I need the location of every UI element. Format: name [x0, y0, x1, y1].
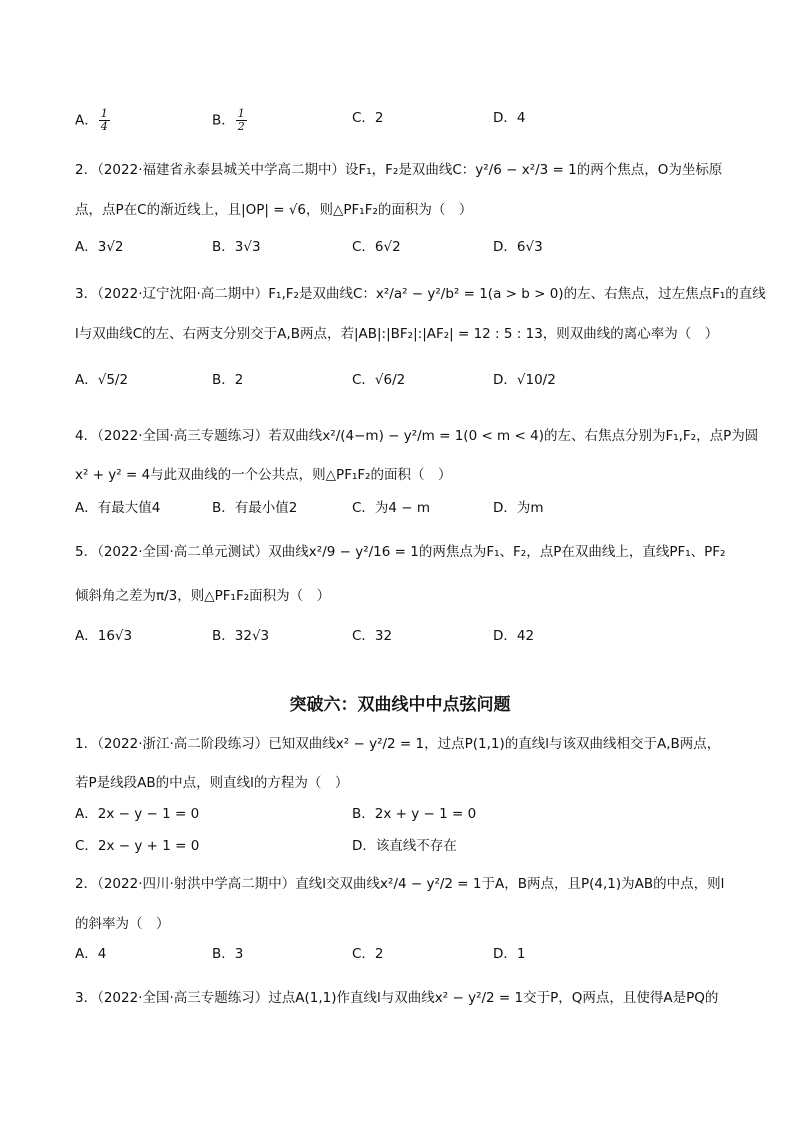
s1-option-c: C．2x − y + 1 = 0: [75, 838, 200, 854]
q2-option-d: D．6√3: [493, 239, 543, 255]
question-4-line-2: x² + y² = 4与此双曲线的一个公共点，则△PF₁F₂的面积（ ）: [75, 467, 452, 483]
question-2-line-2: 点，点P在C的渐近线上，且|OP| = √6，则△PF₁F₂的面积为（ ）: [75, 202, 473, 218]
q3-option-a: A．√5/2: [75, 372, 129, 388]
section-question-3-line-1: 3．（2022·全国·高三专题练习）过点A(1,1)作直线l与双曲线x² − y²/2 = 1交于P，Q两点，且使得A是PQ的: [75, 990, 719, 1006]
option-b: B． $\frac{1}{2}$: [212, 107, 245, 133]
section-question-2-line-1: 2．（2022·四川·射洪中学高二期中）直线l交双曲线x²/4 − y²/2 = 1于A，B两点，且P(4,1)为AB的中点，则l: [75, 876, 725, 892]
q3-option-c: C．√6/2: [352, 372, 406, 388]
q5-option-b: B．32√3: [212, 628, 270, 644]
section-question-1-line-1: 1．（2022·浙江·高二阶段练习）已知双曲线x² − y²/2 = 1，过点P(1,1)的直线l与该双曲线相交于A,B两点，: [75, 736, 721, 752]
option-c: C．2: [352, 110, 384, 126]
s2-option-d: D．1: [493, 946, 526, 962]
question-3-line-2: l与双曲线C的左、右两支分别交于A,B两点，若|AB|:|BF₂|:|AF₂| = 12 : 5 : 13，则双曲线的离心率为（ ）: [75, 326, 719, 342]
q5-option-d: D．42: [493, 628, 535, 644]
s1-option-b: B．2x + y − 1 = 0: [352, 806, 477, 822]
q5-option-c: C．32: [352, 628, 393, 644]
question-5-line-1: 5．（2022·全国·高二单元测试）双曲线x²/9 − y²/16 = 1的两焦点为F₁、F₂，点P在双曲线上，直线PF₁、PF₂: [75, 544, 726, 560]
q2-option-a: A．3√2: [75, 239, 124, 255]
s2-option-a: A．4: [75, 946, 107, 962]
section-question-1-line-2: 若P是线段AB的中点，则直线l的方程为（ ）: [75, 775, 349, 791]
option-a: A． $\frac{1}{4}$: [75, 107, 108, 133]
question-2-line-1: 2．（2022·福建省永泰县城关中学高二期中）设F₁，F₂是双曲线C：y²/6 − x²/3 = 1的两个焦点，O为坐标原: [75, 162, 723, 178]
q2-option-c: C．6√2: [352, 239, 401, 255]
s1-option-a: A．2x − y − 1 = 0: [75, 806, 200, 822]
q4-option-b: B．有最小值2: [212, 500, 298, 516]
q3-option-b: B．2: [212, 372, 244, 388]
q5-option-a: A．16√3: [75, 628, 133, 644]
section-title: 突破六：双曲线中中点弦问题: [289, 695, 511, 715]
question-3-line-1: 3．（2022·辽宁沈阳·高二期中）F₁,F₂是双曲线C：x²/a² − y²/b² = 1(a > b > 0)的左、右焦点，过左焦点F₁的直线: [75, 286, 766, 302]
option-d: D．4: [493, 110, 526, 126]
question-5-line-2: 倾斜角之差为π/3，则△PF₁F₂面积为（ ）: [75, 588, 331, 604]
q3-option-d: D．√10/2: [493, 372, 556, 388]
question-4-line-1: 4．（2022·全国·高三专题练习）若双曲线x²/(4−m) − y²/m = 1(0 < m < 4)的左、右焦点分别为F₁,F₂，点P为圆: [75, 428, 759, 444]
q4-option-a: A．有最大值4: [75, 500, 161, 516]
q4-option-c: C．为4 − m: [352, 500, 431, 516]
s1-option-d: D．该直线不存在: [352, 838, 457, 854]
s2-option-b: B．3: [212, 946, 244, 962]
q2-option-b: B．3√3: [212, 239, 261, 255]
section-question-2-line-2: 的斜率为（ ）: [75, 916, 170, 932]
q4-option-d: D．为m: [493, 500, 544, 516]
s2-option-c: C．2: [352, 946, 384, 962]
